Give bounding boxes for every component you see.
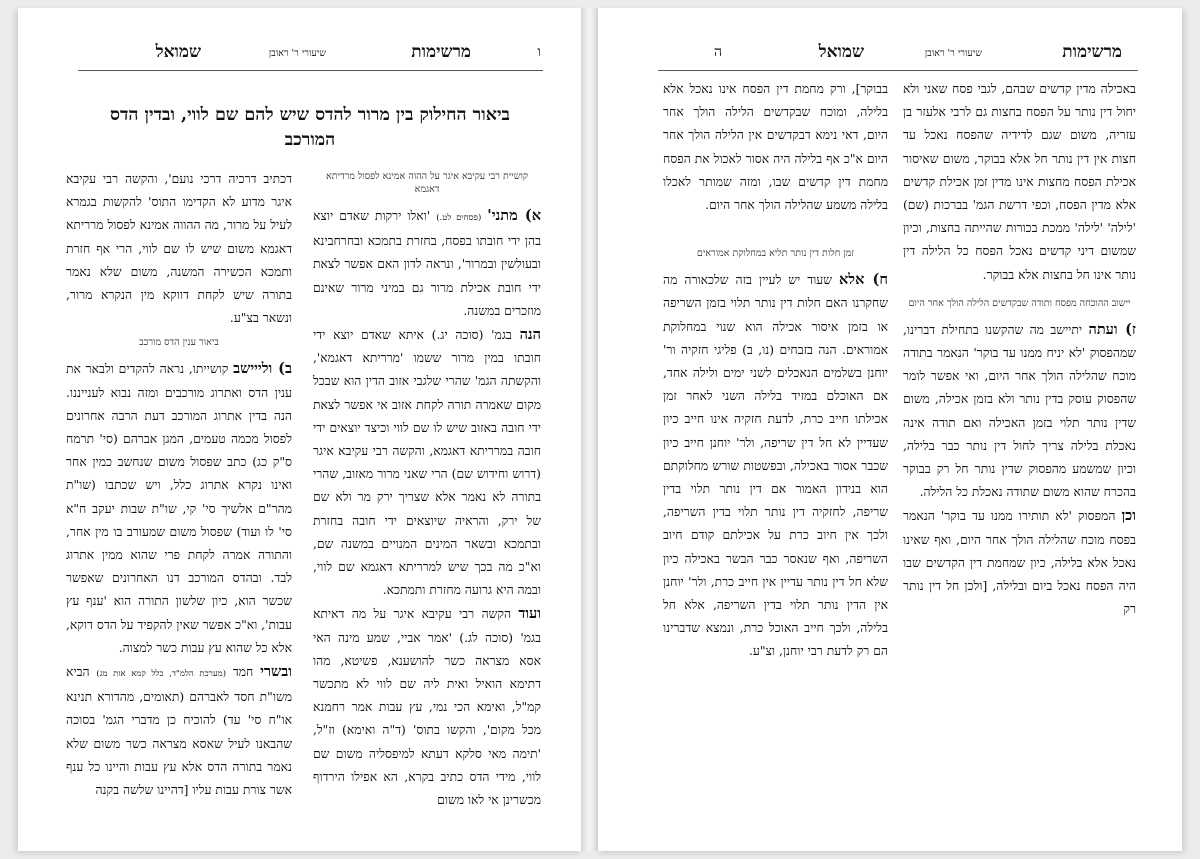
paragraph (313, 602, 541, 812)
paragraph (903, 504, 1136, 621)
paragraph-label: ח) אלא (838, 271, 888, 289)
left-page-header (18, 42, 581, 72)
section-caption: יישוב ההוכחה מפסח ותודה שבקדשים הלילה הולך אחר היום (908, 297, 1131, 309)
paragraph-text: הביא משו"ת חסד לאברהם (תאומים, מהדורא תנינא או"ח סי' עד) להוכיח כן מדברי הגמ' בסוכה שהבאנו לעיל שאסא מצראה כשר משום שלא נאמר בתורה הדס אלא עץ עבות והיינו כל ענף אשר צורת עבות עליו [דהיינו שלשה בקנה (66, 665, 292, 798)
paragraph-label: ז) ועתה (1088, 320, 1136, 338)
paragraph-label: ב) ולייישב (233, 360, 292, 378)
paragraph (66, 357, 292, 660)
section-caption: קושיית רבי עקיבא איגר על ההוה אמינא לפסול מרדיתא דאגמא (326, 171, 528, 195)
paragraph (313, 323, 541, 602)
article-title: ביאור החילוק בין מרור להדס שיש להם שם לווי, ובדין הדס המורכב (110, 105, 510, 150)
page-number: ו (537, 44, 541, 60)
left-page (18, 8, 581, 851)
paragraph-label: הנה (519, 326, 541, 344)
paragraph-text: המפסוק 'לא תותירו ממנו עד בוקר' הנאמר בפסח מוכח שהלילה הולך אחר היום, ואף שאינו נאכל אלא בלילה, כיון שמחמת דין הקדשים שבו היה הפסח נאכל ביום ובלילה, [ולכן חל דין נותר רק (903, 509, 1136, 617)
paragraph: בבוקר], ורק מחמת דין הפסח אינו נאכל אלא בלילה, ומוכח שבקדשים הלילה הולך אחר היום, דאי נימא דבקדשים אין הלילה הולך אחר היום א"כ אף בלילה היה אסור לאכול את הפסח מחמת דין קדשים שבו, ומזה שמותר לאכלו בלילה משמע שהלילה הולך אחר היום. (663, 82, 888, 213)
book-gutter (581, 8, 598, 851)
paragraph (663, 268, 888, 663)
paragraph: דכתיב דרכיה דרכי נועם', והקשה רבי עקיבא איגר מדוע לא הקדימו התוס' להקשות בגמרא לעיל על מרור, מה ההווה אמינא לפסול מרריתא דאגמא משום שיש לו שם לווי, הרי אף חזרת ותמכא הכשירה המשנה, משום שלא נאמר בתורה שיש לקחת דווקא מין הנקרא מרור, ונשאר בצ"ע. (66, 172, 292, 326)
source-reference: (פסחים לט.) (436, 213, 482, 223)
paragraph-text: קושייתו, נראה להקדים ולבאר את ענין הדס ואתרוג מורכבים ומזה נבוא לענייננו. הנה בדין אתרוג המורכב דעת הרבה אחרונים לפסול מכמה טעמים, המגן אברהם (סי' תרמח ס"ק כג) כתב שפסול משום שנחשב כמין אחר ואינו נקרא אתרוג כלל, ויש שכתבו (שו"ת מהר"ם אלשיך סי' קי, שו"ת שבות יעקב ח"א סי' לו ועוד) שפסול משום שמעורב בו מין אחר, והתורה אמרה לקחת פרי שהוא ממין אתרוג לבד. ובהדס המורכב דנו האחרונים שאפשר שכשר הוא, כיון שלשון התורה הוא 'ענף עץ עבות', וא"כ אפשר שאין להקפיד על הדס דוקא, אלא כל שהוא עץ עבות כשר למצוה. (66, 362, 292, 655)
paragraph-text: יתיישב מה שהקשנו בתחילת דברינו, שמהפסוק 'לא יניח ממנו עד בוקר' הנאמר בתודה מוכח שהלילה הולך אחר היום, ואי אפשר לומר שהפסוק עוסק בדין נותר ולא בזמן אכילה, משום שדין נותר תלוי בזמן האכילה ואם תודה אינה נאכלת בלילה צריך לחול דין נותר כבר בלילה, וכיון שמשמע מהפסוק שדין נותר חל רק בבוקר בהכרח שהוא משום שתודה נאכלת כל הלילה. (903, 322, 1136, 500)
paragraph-label: ובשרי (260, 663, 292, 681)
paragraph (903, 318, 1136, 505)
paragraph-label: וכן (1121, 507, 1136, 525)
left-page-left-column (66, 168, 292, 802)
book-name: שמואל (155, 42, 201, 62)
right-page-header (598, 42, 1182, 72)
book-name: שמואל (818, 42, 864, 62)
paragraph (313, 204, 541, 323)
source-reference: (מערכת הלמ"ד, כלל קמא אות מג) (96, 669, 227, 680)
right-page (598, 8, 1182, 851)
section-caption: זמן חלות דין נותר תליא במחלוקת אמוראים (696, 248, 855, 260)
paragraph-word: חמד (232, 665, 254, 680)
paragraph: באכילה מדין קדשים שבהם, לגבי פסח שאני ולא יחול דין נותר על הפסח בחצות גם לרבי אלעזר בן עזריה, משום שגם לדידיה שהפסח נאכל עד חצות אין דין נותר חל אלא בבוקר, משום שאיסור אכילת הפסח מחצות אינו מדין זמן אכילת קדשים אלא מדין הפסח, וכפי דרשת הגמ' בברכות (שם) 'לילה' 'לילה' ממכת בכורות שהייתה בחצות, וכיון שמשום דיני קדשים נאכל הפסח כל הלילה דין נותר אינו חל בחצות אלא בבוקר. (903, 82, 1136, 282)
right-page-right-column (903, 78, 1136, 621)
running-title: מרשימות (1062, 42, 1122, 62)
paragraph-label: ועוד (518, 605, 541, 623)
running-title: מרשימות (411, 42, 471, 62)
running-subtitle: שיעורי ר' ראובן (924, 48, 982, 59)
running-subtitle: שיעורי ר' ראובן (268, 48, 326, 59)
header-rule (78, 70, 543, 71)
left-page-right-column (313, 168, 541, 812)
right-page-left-column (663, 78, 888, 664)
section-caption: ביאור ענין הדס מורכב (139, 337, 219, 349)
paragraph-text: 'ואלו ירקות שאדם יוצא בהן ידי חובתו בפסח, בחזרת בתמכא ובחרחבינא ובעולשין ובמרור', ונראה לדון האם אפשר לצאת ידי חובת אכילת מרור גם במיני מרור שאינם מוזכרים במשנה. (313, 209, 541, 318)
paragraph-text: הקשה רבי עקיבא איגר על מה דאיתא בגמ' (סוכה לג.) 'אמר אביי, שמע מינה האי אסא מצראה כשר להושענא, פשיטא, מהו דתימא הואיל ואית ליה שם לווי לא מתכשר קמ"ל, ואימא הכי נמי, עץ עבות אמר רחמנא מכל מקום', והקשו בתוס' (ד"ה ואימא) וז"ל, 'תימה מאי סלקא דעתא למיפסליה משום שם לווי, מידי הדס כתיב בקרא, הא אפילו הירדוף מכשרינן אי לאו משום (313, 607, 541, 808)
page-number: ה (713, 44, 722, 60)
paragraph-text: שעוד יש לעיין בזה שלכאורה מה שחקרנו האם חלות דין נותר תלוי בזמן השריפה או בזמן איסור אכילה הוא שנוי במחלוקת אמוראים. הנה בזבחים (נו, ב) פליגי חזקיה ור' יוחנן בשלמים הנאכלים לשני ימים ולילה אחד, אם האוכלם במזיד בלילה השני לאחר זמן אכילתו חייב כרת, לדעת חזקיה אינו חייב כיון שעדיין לא חל דין שריפה, ולר' יוחנן חייב כיון שכבר אסור באכילה, ובפשטות שורש מחלוקתם הוא בנידון האמור אם דין נותר תלוי בדין שריפה, לחזקיה דין נותר תלוי בדין השריפה, ולכך אין חיוב כרת על אכילתם קודם חיוב השריפה, ואף שנאסר כבר הבשר באכילה כיון שלא חל דין נותר עדיין אין חייב כרת, ולר' יוחנן אין הדין נותר תלוי בדין השריפה, אלא חל בלילה, ולכך חייב האוכל כרת, ונמצא שדברינו הם רק לדעת רבי יוחנן, וצ"ע. (663, 273, 888, 659)
paragraph-text: בגמ' (סוכה יג.) איתא שאדם יוצא ידי חובתו במין מרור ששמו 'מרריתא דאגמא', והקשתה הגמ' שהרי שלגבי אזוב הדין הוא שבכל מקום שאמרה תורה לקחת אזוב אי אפשר לצאת ידי חובה באזוב שיש לו שם לווי וכיצד יוצאים ידי חובה במרריתא דאגמא, והקשה רבי עקיבא איגר (דרוש וחידוש שם) הרי שאני מרור מאזוב, שהרי בתורה לא נאמר אלא שצריך ירק מר ולא שם של ירק, והראיה שיוצאים ידי חובה בחזרת ובתמכא ובשאר המינים המנויים במשנה שם, וא"כ מה בכך שיש למרריתא דאגמא שם לווי, ובמה היא גרועה מחזרת ותמתכא. (313, 328, 541, 598)
header-rule (658, 70, 1138, 71)
paragraph-label: א) מתני' (487, 207, 542, 224)
paragraph (66, 660, 292, 802)
